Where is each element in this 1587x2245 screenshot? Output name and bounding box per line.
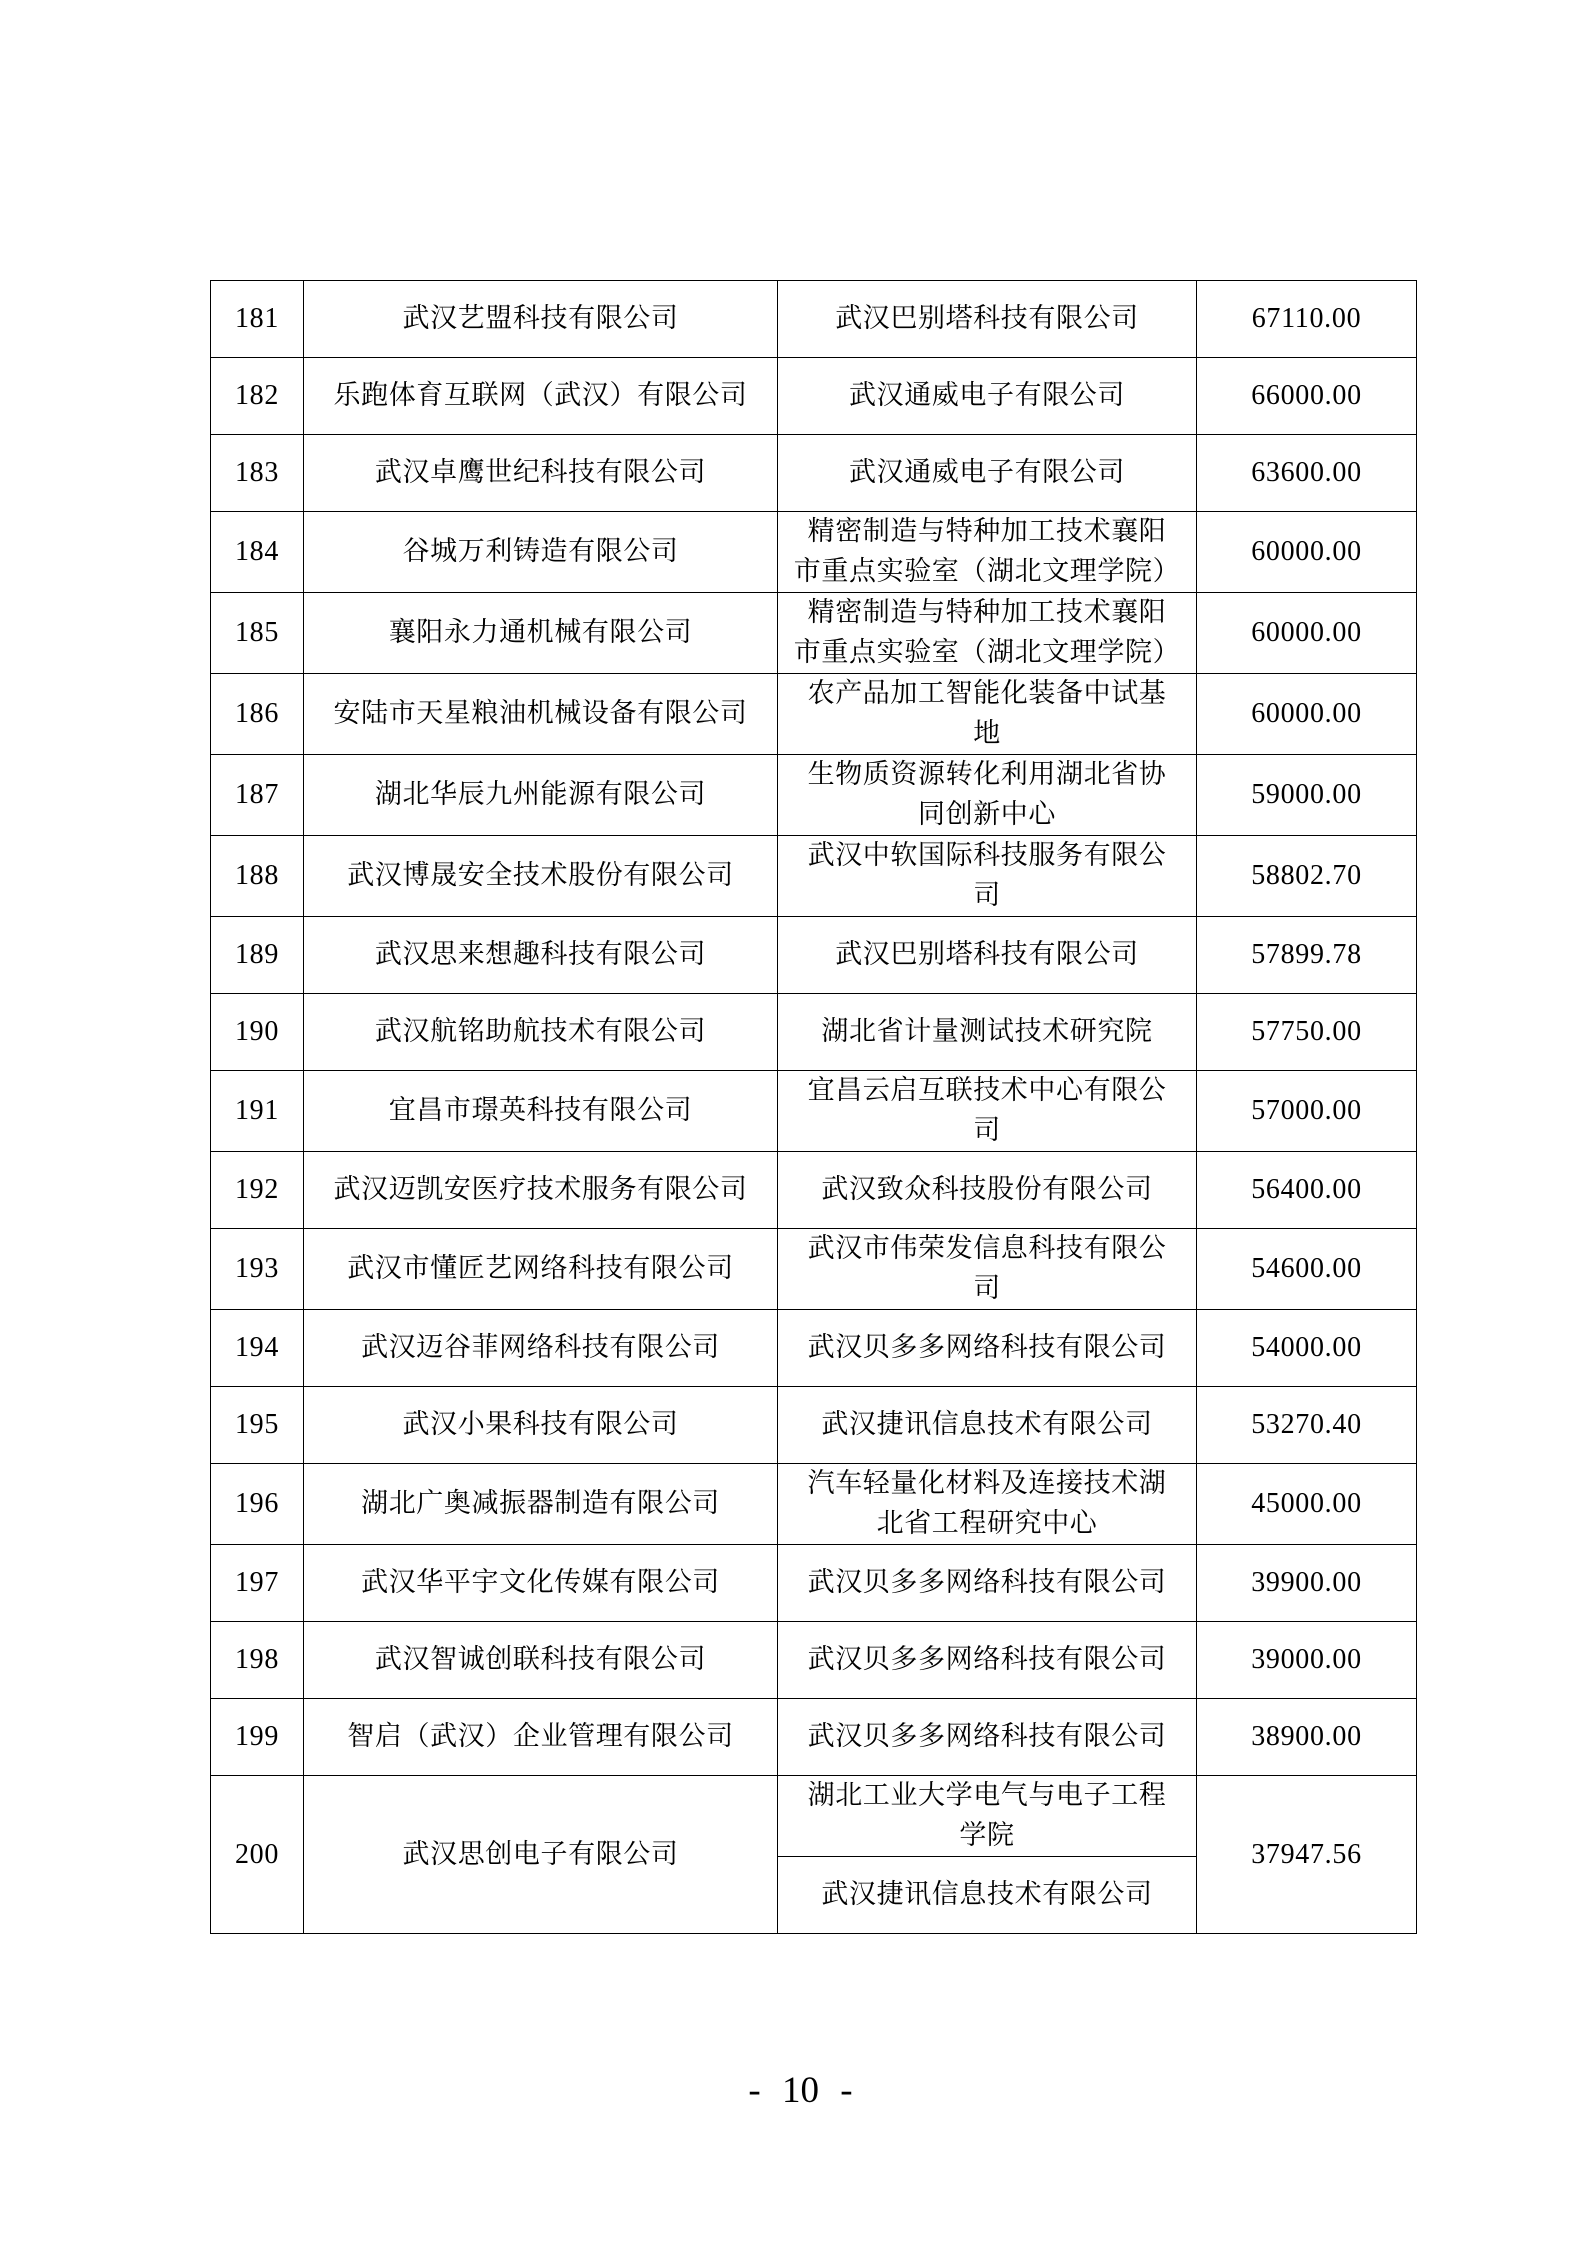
page-number: - 10 - — [748, 2070, 853, 2111]
amount-cell: 58802.70 — [1197, 836, 1417, 917]
row-number-cell: 193 — [211, 1229, 304, 1310]
amount-cell: 57000.00 — [1197, 1071, 1417, 1152]
partner-cell: 武汉巴别塔科技有限公司 — [778, 281, 1197, 358]
row-number-cell: 194 — [211, 1310, 304, 1387]
amount-cell: 39900.00 — [1197, 1545, 1417, 1622]
company-name-cell: 武汉思来想趣科技有限公司 — [304, 917, 778, 994]
company-name-cell: 武汉迈凯安医疗技术服务有限公司 — [304, 1152, 778, 1229]
row-number-cell: 186 — [211, 674, 304, 755]
company-name-cell: 武汉博晟安全技术股份有限公司 — [304, 836, 778, 917]
partner-cell: 武汉贝多多网络科技有限公司 — [778, 1310, 1197, 1387]
partner-cell: 武汉市伟荣发信息科技有限公 司 — [778, 1229, 1197, 1310]
company-name-cell: 武汉卓鹰世纪科技有限公司 — [304, 435, 778, 512]
amount-cell: 54600.00 — [1197, 1229, 1417, 1310]
row-number-cell: 199 — [211, 1699, 304, 1776]
data-table — [210, 280, 1417, 1934]
company-name-cell: 智启（武汉）企业管理有限公司 — [304, 1699, 778, 1776]
table-row — [211, 1387, 1417, 1464]
partner-cell: 武汉通威电子有限公司 — [778, 435, 1197, 512]
partner-cell: 武汉致众科技股份有限公司 — [778, 1152, 1197, 1229]
table-row — [211, 593, 1417, 674]
company-name-cell: 武汉航铭助航技术有限公司 — [304, 994, 778, 1071]
table-row — [211, 1545, 1417, 1622]
row-number-cell: 188 — [211, 836, 304, 917]
table-row — [211, 1229, 1417, 1310]
company-name-cell: 安陆市天星粮油机械设备有限公司 — [304, 674, 778, 755]
row-number-cell: 190 — [211, 994, 304, 1071]
row-number-cell: 185 — [211, 593, 304, 674]
company-name-cell: 谷城万利铸造有限公司 — [304, 512, 778, 593]
table-row — [211, 1464, 1417, 1545]
table-row — [211, 1776, 1417, 1857]
partner-cell: 武汉贝多多网络科技有限公司 — [778, 1545, 1197, 1622]
partner-cell: 湖北工业大学电气与电子工程 学院 — [778, 1776, 1197, 1857]
company-name-cell: 武汉华平宇文化传媒有限公司 — [304, 1545, 778, 1622]
company-name-cell: 襄阳永力通机械有限公司 — [304, 593, 778, 674]
company-name-cell: 湖北广奥减振器制造有限公司 — [304, 1464, 778, 1545]
data-table-body — [211, 281, 1417, 1934]
partner-cell: 农产品加工智能化装备中试基 地 — [778, 674, 1197, 755]
partner-cell: 湖北省计量测试技术研究院 — [778, 994, 1197, 1071]
partner-cell: 武汉捷讯信息技术有限公司 — [778, 1857, 1197, 1934]
table-row — [211, 836, 1417, 917]
row-number-cell: 196 — [211, 1464, 304, 1545]
table-row — [211, 1622, 1417, 1699]
company-name-cell: 湖北华辰九州能源有限公司 — [304, 755, 778, 836]
amount-cell: 53270.40 — [1197, 1387, 1417, 1464]
table-row — [211, 917, 1417, 994]
partner-cell: 武汉通威电子有限公司 — [778, 358, 1197, 435]
table-row — [211, 281, 1417, 358]
table-row — [211, 1152, 1417, 1229]
amount-cell: 38900.00 — [1197, 1699, 1417, 1776]
table-row — [211, 1310, 1417, 1387]
row-number-cell: 195 — [211, 1387, 304, 1464]
table-row — [211, 755, 1417, 836]
table-row — [211, 512, 1417, 593]
company-name-cell: 武汉小果科技有限公司 — [304, 1387, 778, 1464]
company-name-cell: 武汉思创电子有限公司 — [304, 1776, 778, 1934]
row-number-cell: 181 — [211, 281, 304, 358]
partner-cell: 武汉巴别塔科技有限公司 — [778, 917, 1197, 994]
table-row — [211, 435, 1417, 512]
table-row — [211, 994, 1417, 1071]
company-name-cell: 宜昌市璟英科技有限公司 — [304, 1071, 778, 1152]
amount-cell: 39000.00 — [1197, 1622, 1417, 1699]
row-number-cell: 187 — [211, 755, 304, 836]
partner-cell: 精密制造与特种加工技术襄阳 市重点实验室（湖北文理学院） — [778, 512, 1197, 593]
row-number-cell: 198 — [211, 1622, 304, 1699]
partner-cell: 宜昌云启互联技术中心有限公 司 — [778, 1071, 1197, 1152]
amount-cell: 37947.56 — [1197, 1776, 1417, 1934]
partner-cell: 生物质资源转化利用湖北省协 同创新中心 — [778, 755, 1197, 836]
company-name-cell: 武汉迈谷菲网络科技有限公司 — [304, 1310, 778, 1387]
table-row — [211, 674, 1417, 755]
amount-cell: 60000.00 — [1197, 674, 1417, 755]
amount-cell: 63600.00 — [1197, 435, 1417, 512]
row-number-cell: 200 — [211, 1776, 304, 1934]
table-row — [211, 1071, 1417, 1152]
amount-cell: 57899.78 — [1197, 917, 1417, 994]
amount-cell: 60000.00 — [1197, 593, 1417, 674]
row-number-cell: 191 — [211, 1071, 304, 1152]
partner-cell: 武汉中软国际科技服务有限公 司 — [778, 836, 1197, 917]
partner-cell: 武汉贝多多网络科技有限公司 — [778, 1622, 1197, 1699]
row-number-cell: 192 — [211, 1152, 304, 1229]
company-name-cell: 武汉智诚创联科技有限公司 — [304, 1622, 778, 1699]
company-name-cell: 武汉市懂匠艺网络科技有限公司 — [304, 1229, 778, 1310]
partner-cell: 精密制造与特种加工技术襄阳 市重点实验室（湖北文理学院） — [778, 593, 1197, 674]
amount-cell: 60000.00 — [1197, 512, 1417, 593]
row-number-cell: 183 — [211, 435, 304, 512]
company-name-cell: 武汉艺盟科技有限公司 — [304, 281, 778, 358]
amount-cell: 45000.00 — [1197, 1464, 1417, 1545]
table-row — [211, 358, 1417, 435]
company-name-cell: 乐跑体育互联网（武汉）有限公司 — [304, 358, 778, 435]
partner-cell: 武汉贝多多网络科技有限公司 — [778, 1699, 1197, 1776]
amount-cell: 57750.00 — [1197, 994, 1417, 1071]
amount-cell: 54000.00 — [1197, 1310, 1417, 1387]
amount-cell: 66000.00 — [1197, 358, 1417, 435]
row-number-cell: 184 — [211, 512, 304, 593]
amount-cell: 56400.00 — [1197, 1152, 1417, 1229]
partner-cell: 汽车轻量化材料及连接技术湖 北省工程研究中心 — [778, 1464, 1197, 1545]
partner-cell: 武汉捷讯信息技术有限公司 — [778, 1387, 1197, 1464]
row-number-cell: 189 — [211, 917, 304, 994]
table-row — [211, 1699, 1417, 1776]
amount-cell: 59000.00 — [1197, 755, 1417, 836]
row-number-cell: 197 — [211, 1545, 304, 1622]
row-number-cell: 182 — [211, 358, 304, 435]
amount-cell: 67110.00 — [1197, 281, 1417, 358]
